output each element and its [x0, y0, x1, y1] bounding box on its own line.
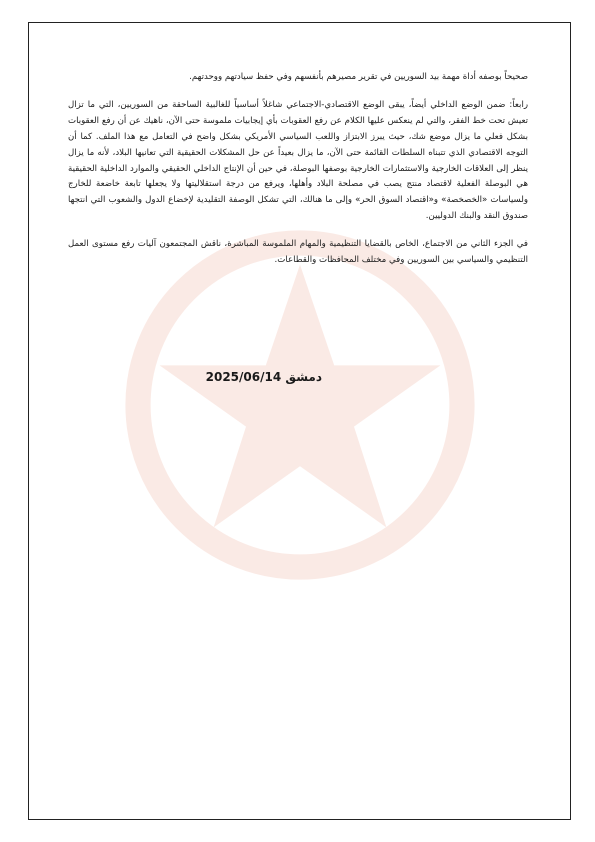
signature-line [112, 370, 322, 384]
paragraph-sovereignty: صحيحاً بوصفه أداة مهمة بيد السوريين في تقرير مصيرهم بأنفسهم وفي حفظ سيادتهم ووحدتهم. [189, 72, 528, 82]
signature-date: 2025/06/14 [205, 370, 282, 384]
paragraph-economy: رابعاً: ضمن الوضع الداخلي أيضاً، يبقى الوضع الاقتصادي-الاجتماعي شاغلاً أساسياً للغالبية الساحقة من السوريين، التي ما تزال تعيش تحت خط الفقر، والتي لم ينعكس عليها الكلام عن رفع العقوبات بأي إيجابيات ملموسة حتى الآن، ناهيك عن أن رفع العقوبات بشكل فعلي ما يزال موضع شك، حيث يبرز الابتزاز واللعب السياسي الأمريكي بشكل واضح في التعامل مع هذا الملف. كما أن التوجه الاقتصادي الذي تتبناه السلطات القائمة حتى الآن، ما يزال بعيداً عن حل المشكلات الحقيقية التي تعانيها البلاد، لأنه ما يزال ينظر إلى العلاقات الخارجية والاستثمارات الخارجية بوصفها البوصلة، في حين أن الإنتاج الداخلي الحقيقي والموارد الداخلية الحقيقية هي البوصلة الفعلية لاقتصاد منتج يصب في مصلحة البلاد وأهلها، ويرفع من درجة استقلاليتها ولا يجعلها تابعة خاضعة للخارج ولسياسات «الخصخصة» و«اقتصاد السوق الحر» وإلى ما هنالك، التي تشكل الوصفة التقليدية لإخضاع الدول والشعوب التي انتجها صندوق النقد والبنك الدوليين. [68, 99, 528, 222]
signature-place: دمشق [285, 370, 322, 384]
paragraph-organizational: في الجزء الثاني من الاجتماع، الخاص بالقضايا التنظيمية والمهام الملموسة المباشرة، ناقش المجتمعون آليات رفع مستوى العمل التنظيمي والسياسي بين السوريين وفي مختلف المحافظات والقطاعات. [68, 239, 528, 266]
document-body [68, 70, 528, 281]
